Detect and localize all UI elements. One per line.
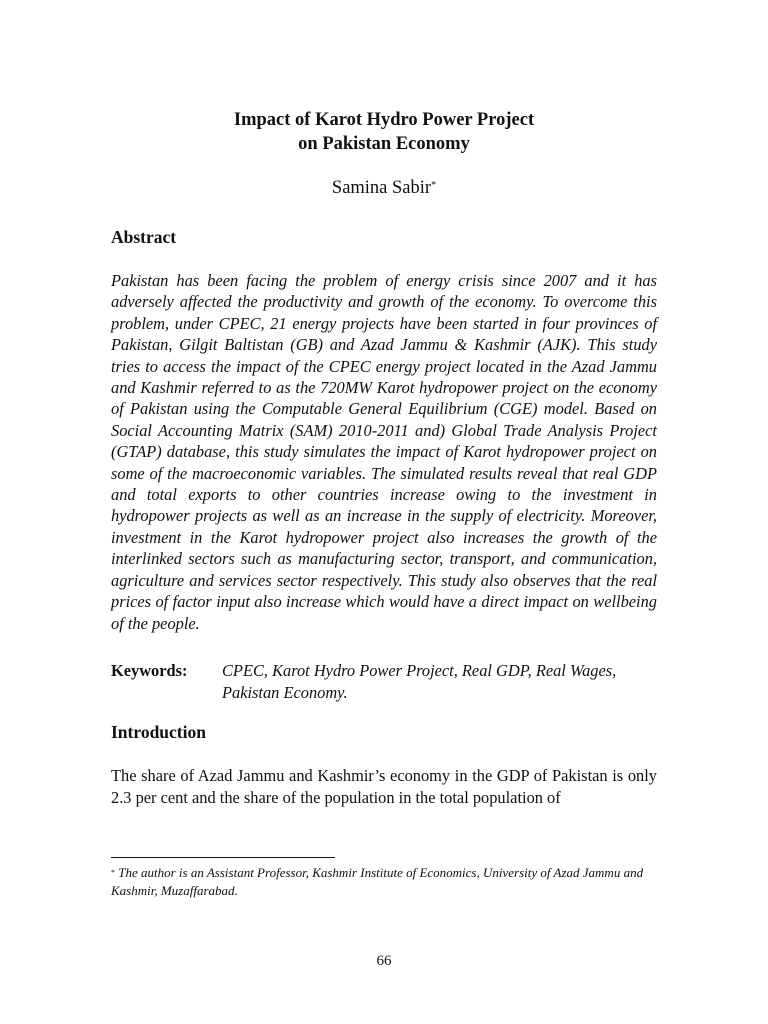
footnote-marker: * xyxy=(111,868,115,877)
abstract-heading: Abstract xyxy=(111,227,177,247)
keywords-text: CPEC, Karot Hydro Power Project, Real GDP, Real Wages, Pakistan Economy. xyxy=(222,661,617,702)
keywords-label: Keywords: xyxy=(111,661,188,680)
introduction-heading: Introduction xyxy=(111,722,206,742)
introduction-text: The share of Azad Jammu and Kashmir’s economy in the GDP of Pakistan is only 2.3 per cent and the share of the population in the total population of xyxy=(111,766,657,807)
title-line-1: Impact of Karot Hydro Power Project xyxy=(233,110,535,130)
title-line-2: on Pakistan Economy xyxy=(298,134,470,154)
author-name: Samina Sabir xyxy=(331,178,432,198)
author-line xyxy=(110,176,658,200)
footnote-text: The author is an Assistant Professor, Kashmir Institute of Economics, University of Azad Jammu and Kashmir, Muzaffarabad. xyxy=(111,865,644,898)
footnote-divider xyxy=(111,857,335,858)
footnote xyxy=(111,864,657,900)
paper-title xyxy=(110,108,658,156)
author-footnote-marker: * xyxy=(431,180,437,191)
abstract-text: Pakistan has been facing the problem of energy crisis since 2007 and it has adversely affected the productivity and growth of the economy. To overcome this problem, under CPEC, 21 energy projects have been started in four provinces of Pakistan, Gilgit Baltistan (GB) and Azad Jammu & Kashmir (AJK). This study tries to access the impact of the CPEC energy project located in the Azad Jammu and Kashmir referred to as the 720MW Karot hydropower project on the economy of Pakistan using the Computable General Equilibrium (CGE) model. Based on Social Accounting Matrix (SAM) 2010-2011 and) Global Trade Analysis Project (GTAP) database, this study simulates the impact of Karot hydropower project on some of the macroeconomic variables. The simulated results reveal that real GDP and total exports to other countries increase owing to the investment in hydropower projects as well as an increase in the supply of electricity. Moreover, investment in the Karot hydropower project also increases the growth of the interlinked sectors such as manufacturing sector, transport, and communication, agriculture and services sector respectively. This study also observes that the real prices of factor input also increase which would have a direct impact on wellbeing of the people. xyxy=(111,271,657,633)
page-number: 66 xyxy=(376,953,392,969)
